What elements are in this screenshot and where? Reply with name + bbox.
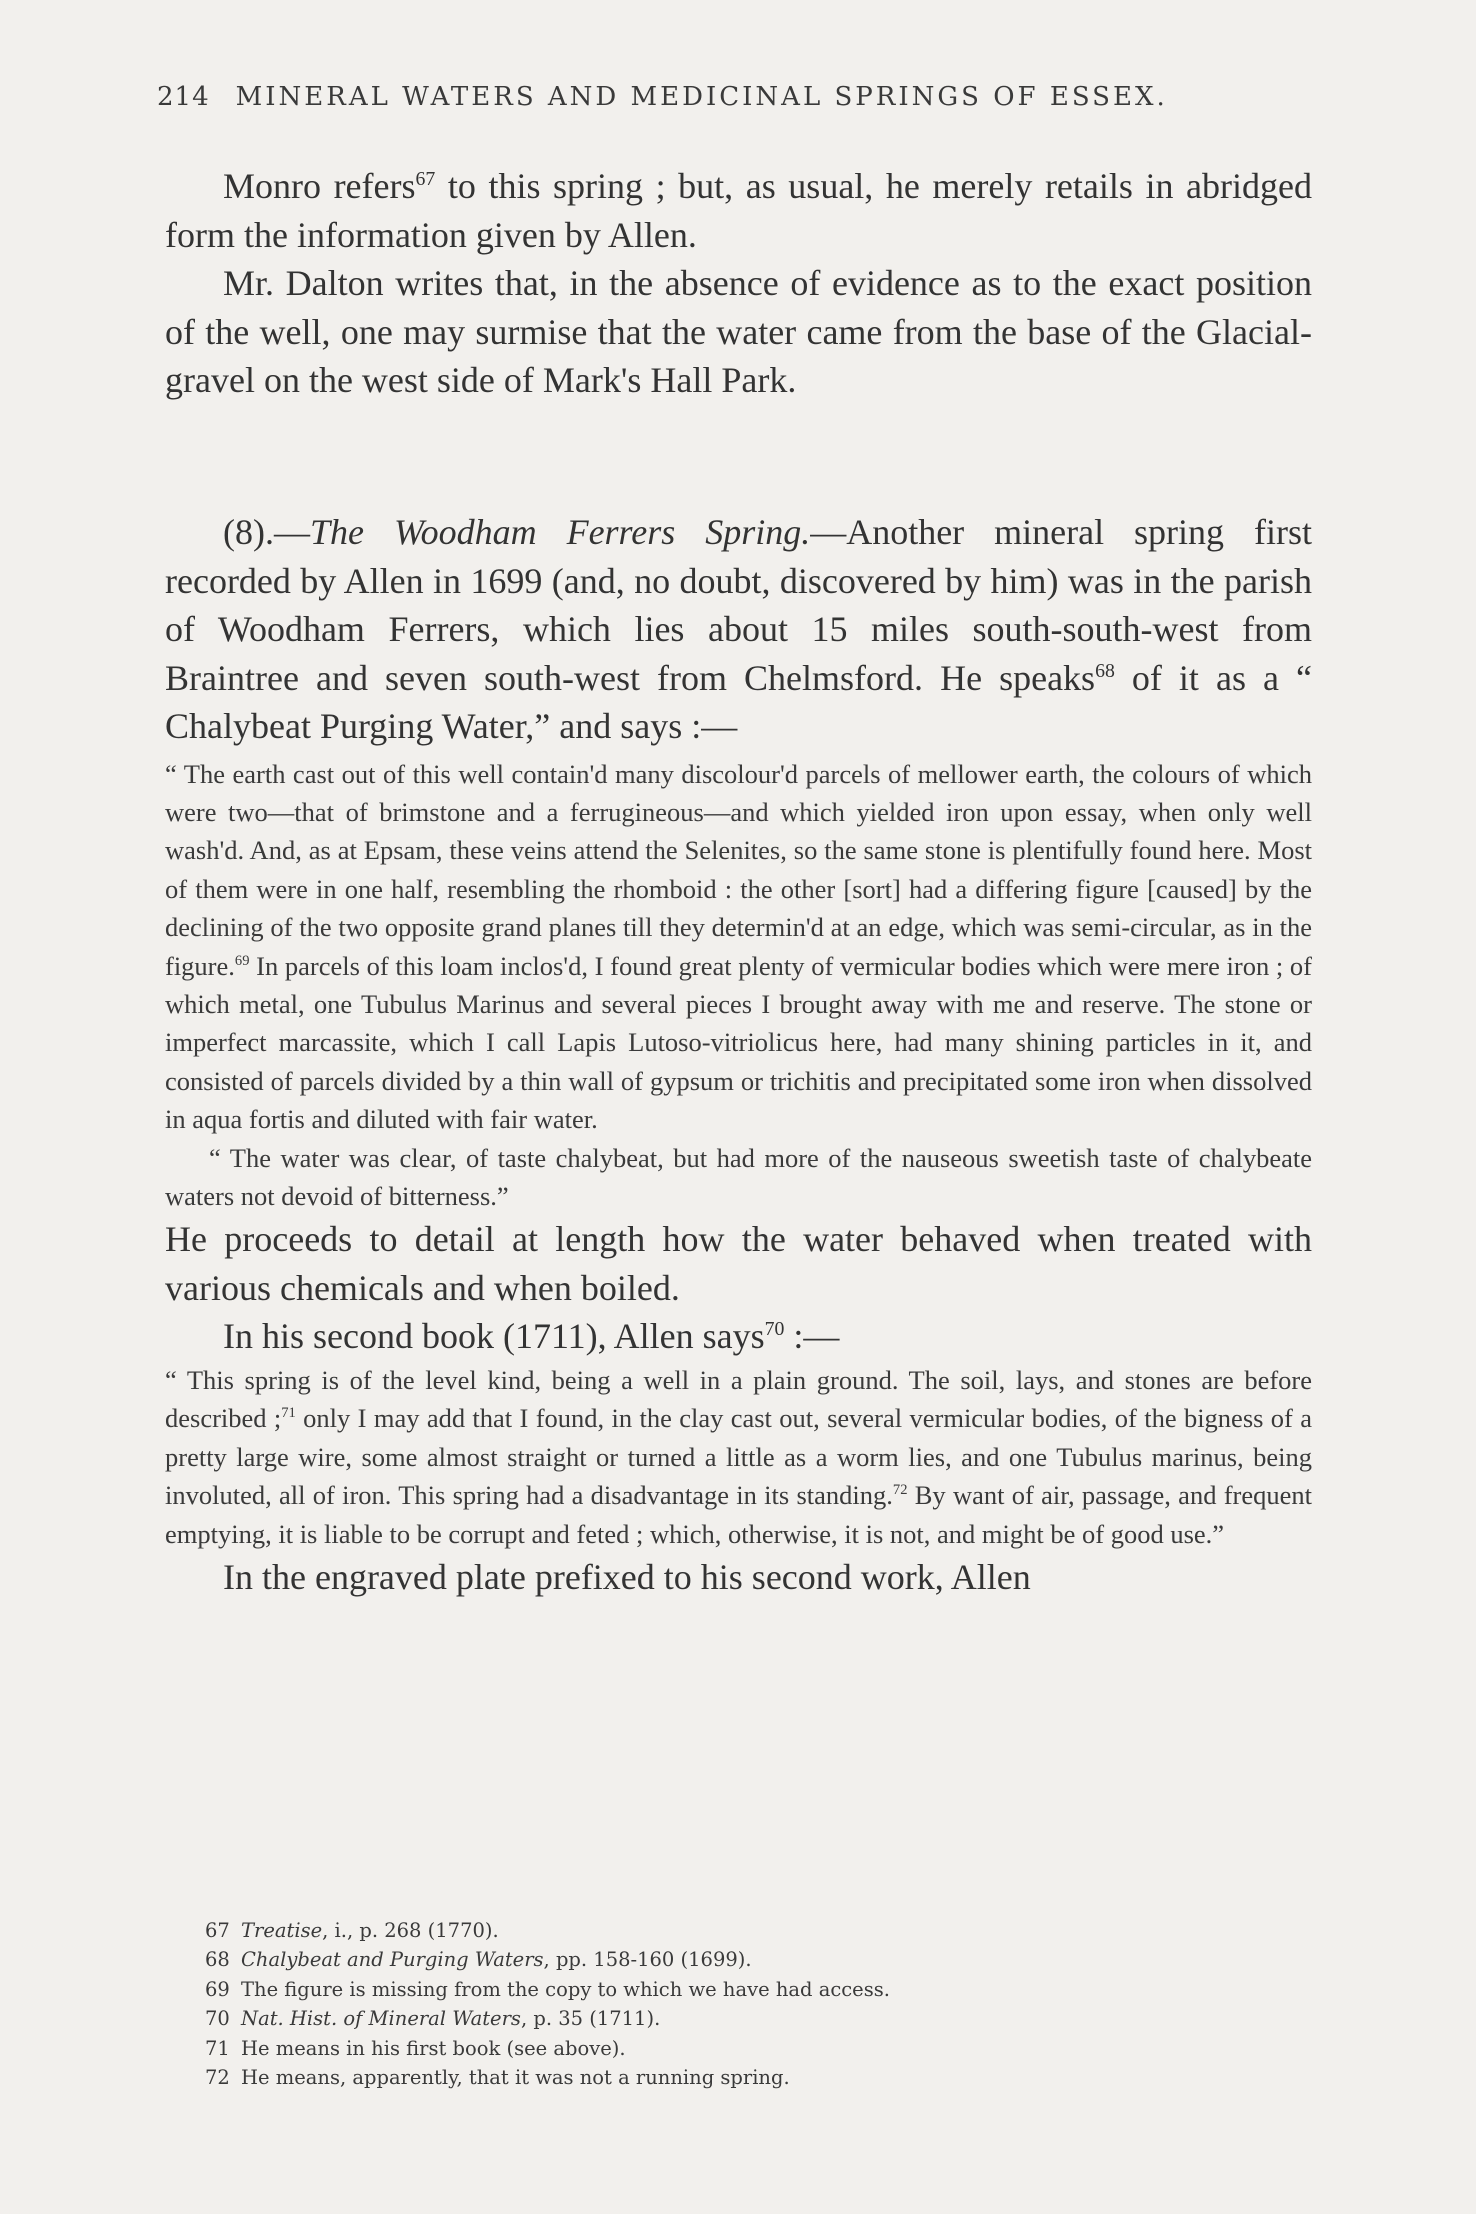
footnote-text: He means, apparently, that it was not a running spring. [241, 2066, 790, 2090]
footnote-text: , pp. 158-160 (1699). [543, 1948, 752, 1972]
text-span: to this spring ; but, as usual, he merely retails in abridged form the information given by Allen. [165, 166, 1312, 255]
section-woodham-ferrers [165, 508, 1312, 1601]
text-span: of it as a “ Chalybeat Purging Water,” and says :— [165, 657, 1313, 746]
footnote-text: , i., p. 268 (1770). [322, 1919, 499, 1942]
footnote-ref-68: 68 [1095, 659, 1115, 682]
page-number: 214 [157, 82, 210, 112]
text-span: In parcels of this loam inclos'd, I found great plenty of vermicular bodies which were mere iron ; of which metal, one Tubulus Marinus and several pieces I brought away with me and reserve. The stone or imperfect marcassite, which I call Lapis Lutoso-vitriolicus here, had many shining particles in it, and consisted of parcels divided by a thin wall of gypsum or trichitis and precipitated some iron when dissolved in aqua fortis and diluted with fair water. [165, 950, 1312, 1135]
footnote [205, 1945, 1255, 1974]
footnote-ref-67: 67 [415, 168, 436, 190]
footnote-ref-72: 72 [892, 1482, 908, 1499]
footnote-ref-70: 70 [764, 1318, 785, 1341]
footnote [205, 1975, 1255, 2004]
footnote [205, 2004, 1255, 2033]
footnote [205, 1916, 1255, 1945]
text-span: only I may add that I found, in the clay cast out, several vermicular bodies, of the bigness of a pretty large wire, some almost straight or turned a little as a worm lies, and one Tubulus marinus, being involuted, all of iron. This spring had a disadvantage in its standing. [165, 1403, 1312, 1511]
footnote-number: 70 [205, 2007, 230, 2031]
footnote-number: 69 [205, 1977, 230, 2001]
paragraph-woodham-intro [165, 508, 1312, 751]
text-span: :— [784, 1316, 840, 1357]
footnote-text: He means in his first book (see above). [241, 2036, 626, 2060]
running-title: MINERAL WATERS AND MEDICINAL SPRINGS OF ESSEX. [235, 82, 1168, 112]
footnote-number: 67 [205, 1919, 230, 1942]
quote-earth [165, 755, 1312, 1139]
quote-water: “ The water was clear, of taste chalybeat, but had more of the nauseous sweetish taste of chalybeate waters not devoid of bitterness.” [165, 1142, 1312, 1211]
footnote-ref-71: 71 [281, 1405, 296, 1422]
paragraph-monro [165, 162, 1312, 259]
footnote-number: 71 [205, 2036, 230, 2060]
footnote-text: , p. 35 (1711). [520, 2007, 661, 2031]
footnote-number: 68 [205, 1948, 230, 1972]
footnote-text: The figure is missing from the copy to which we have had access. [241, 1977, 890, 2001]
text-block-top [165, 162, 1312, 405]
text-span: “ The earth cast out of this well contain'd many discolour'd parcels of mellower earth, the colours of which were two—that of brimstone and a ferruginеous—and which yielded iron upon essay, when only well wash'd. And, as at Epsam, these veins attend the Selenites, so the same stone is plentifully found here. Most of them were in one half, resembling the rhomboid : the other [sort] had a differing figure [caused] by the declining of the two opposite grand planes till they determin'd at an edge, which was semi-circular, as in the figure. [165, 758, 1312, 981]
footnote-title: Chalybeat and Purging Waters [241, 1948, 544, 1972]
footnote [205, 2034, 1255, 2063]
footnotes [205, 1916, 1255, 2092]
footnote-title: Treatise [241, 1919, 323, 1942]
text-span: “ This spring is of the level kind, being a well in a plain ground. The soil, lays, and stones are before described ; [165, 1364, 1312, 1434]
text-span: —Another mineral spring first recorded by Allen in 1699 (and, no doubt, discovered by him) was in the parish of Woodham Ferrers, which lies about 15 miles south-south-west from Braintree and seven south-west from Chelmsford. He speaks [165, 512, 1312, 698]
text-span: Monro refers [223, 166, 416, 206]
running-head [157, 82, 1217, 112]
footnote-number: 72 [205, 2066, 230, 2090]
footnote-title: Nat. Hist. of Mineral Waters [241, 2007, 521, 2031]
quote-level-spring [165, 1361, 1312, 1553]
paragraph-engraved-plate: In the engraved plate prefixed to his second work, Allen [223, 1556, 1031, 1597]
section-title: The Woodham Ferrers Spring. [309, 512, 811, 552]
paragraph-second-book [165, 1312, 1312, 1361]
section-number: (8).— [223, 512, 310, 552]
text-span: In his second book (1711), Allen says [223, 1316, 765, 1357]
paragraph-dalton: Mr. Dalton writes that, in the absence of evidence as to the exact position of the well, one may surmise that the water came from the base of the Glacial-gravel on the west side of Mark's Hall Park. [165, 263, 1312, 400]
footnote-ref-69: 69 [234, 952, 250, 969]
footnote [205, 2063, 1255, 2092]
paragraph-proceeds: He proceeds to detail at length how the water behaved when treated with various chemicals and when boiled. [165, 1219, 1312, 1308]
text-span: By want of air, passage, and frequent emptying, it is liable to be corrupt and feted ; which, otherwise, it is not, and might be of good use.” [165, 1480, 1313, 1549]
